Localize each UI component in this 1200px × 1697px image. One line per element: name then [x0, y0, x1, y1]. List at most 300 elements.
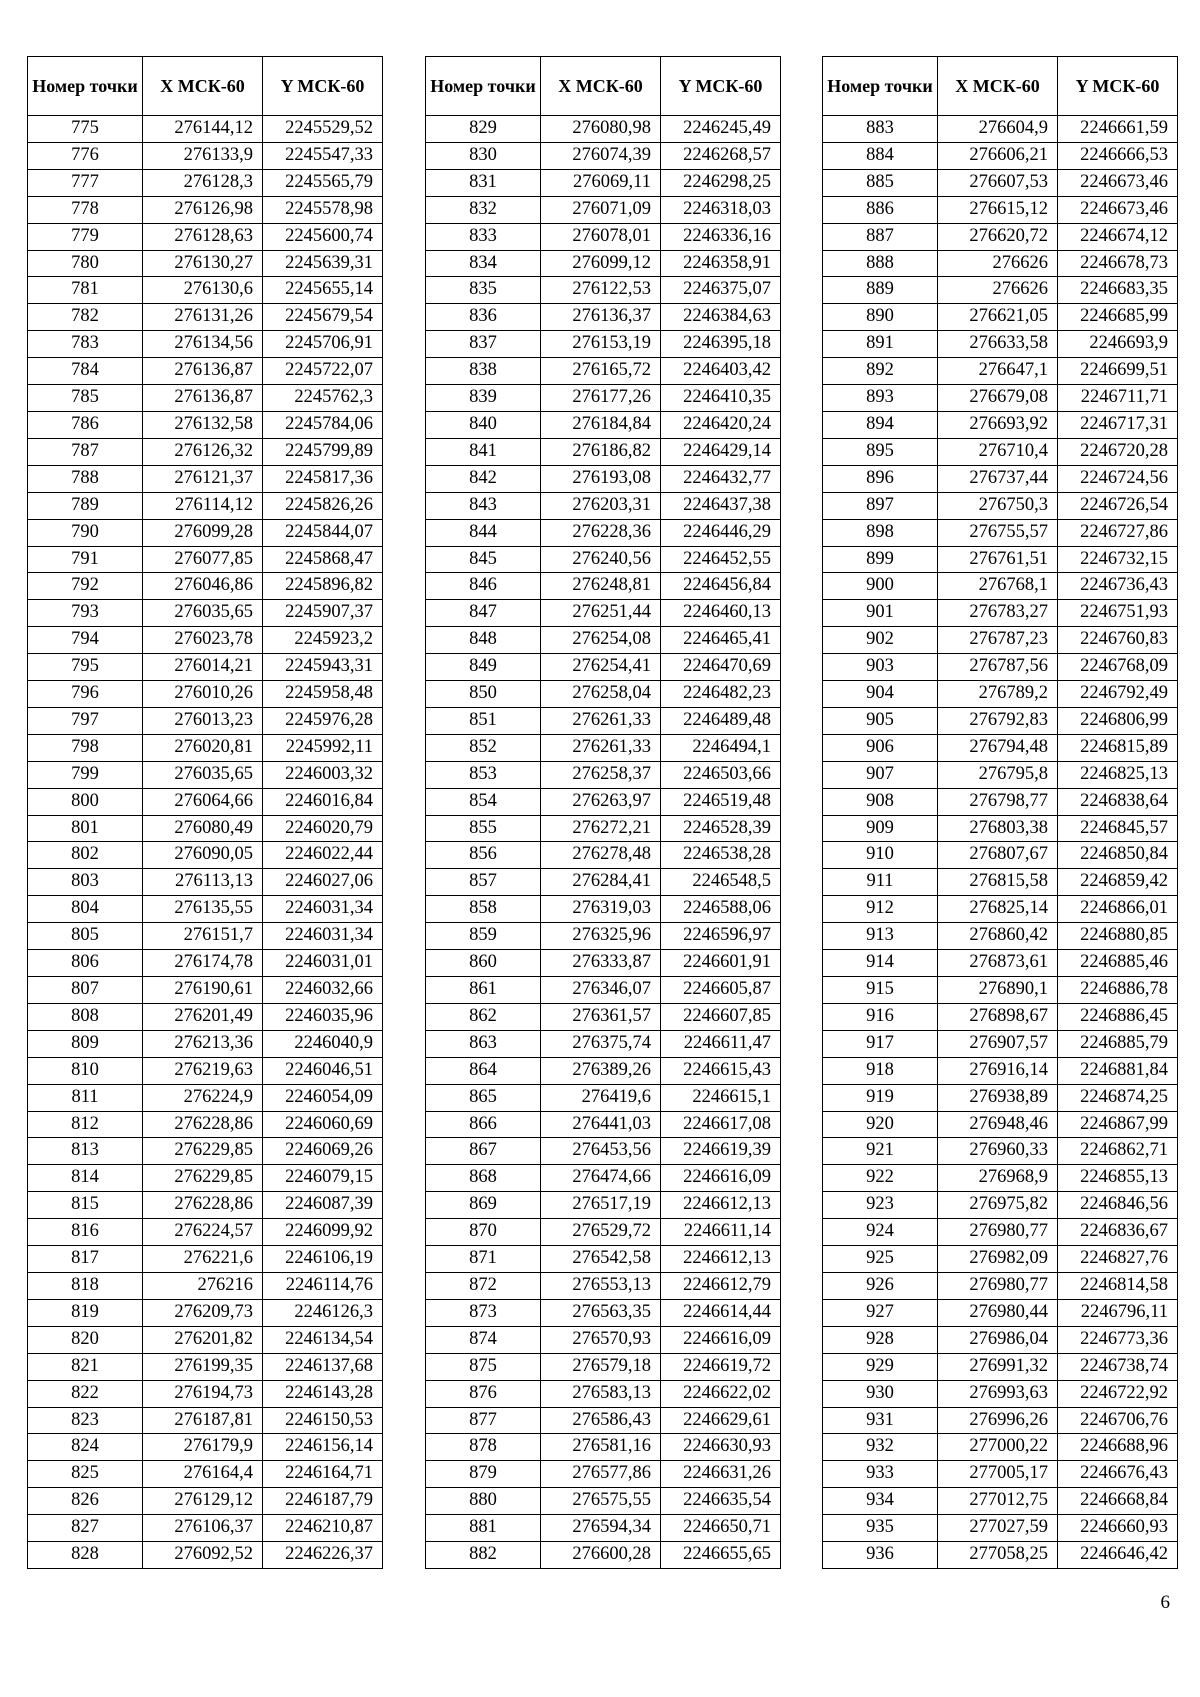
cell-point-number: 854: [426, 788, 541, 815]
cell-point-number: 799: [28, 761, 143, 788]
cell-point-number: 787: [28, 438, 143, 465]
cell-y-coordinate: 2246150,53: [263, 1407, 383, 1434]
cell-point-number: 882: [426, 1542, 541, 1569]
cell-x-coordinate: 276228,36: [541, 519, 661, 546]
cell-x-coordinate: 276248,81: [541, 573, 661, 600]
cell-x-coordinate: 276216: [143, 1272, 263, 1299]
cell-point-number: 873: [426, 1299, 541, 1326]
cell-x-coordinate: 276080,98: [541, 116, 661, 143]
cell-x-coordinate: 276577,86: [541, 1461, 661, 1488]
cell-x-coordinate: 276419,6: [541, 1084, 661, 1111]
cell-y-coordinate: 2246676,43: [1058, 1461, 1178, 1488]
cell-y-coordinate: 2246650,71: [661, 1515, 781, 1542]
cell-x-coordinate: 276594,34: [541, 1515, 661, 1542]
table-row: [823, 358, 1178, 385]
cell-y-coordinate: 2246792,49: [1058, 681, 1178, 708]
cell-point-number: 838: [426, 358, 541, 385]
cell-x-coordinate: 276164,4: [143, 1461, 263, 1488]
cell-point-number: 840: [426, 411, 541, 438]
cell-x-coordinate: 276679,08: [938, 385, 1058, 412]
cell-y-coordinate: 2246607,85: [661, 1003, 781, 1030]
cell-point-number: 810: [28, 1057, 143, 1084]
cell-x-coordinate: 276563,35: [541, 1299, 661, 1326]
cell-x-coordinate: 276229,85: [143, 1165, 263, 1192]
cell-y-coordinate: 2246245,49: [661, 116, 781, 143]
table-header-row: [823, 57, 1178, 116]
table-row: [823, 1246, 1178, 1273]
table-row: [823, 1165, 1178, 1192]
cell-x-coordinate: 276991,32: [938, 1353, 1058, 1380]
table-row: [823, 1003, 1178, 1030]
cell-x-coordinate: 277027,59: [938, 1515, 1058, 1542]
cell-y-coordinate: 2246615,1: [661, 1084, 781, 1111]
cell-x-coordinate: 276606,21: [938, 142, 1058, 169]
cell-x-coordinate: 276201,49: [143, 1003, 263, 1030]
cell-y-coordinate: 2246617,08: [661, 1111, 781, 1138]
cell-y-coordinate: 2246622,02: [661, 1380, 781, 1407]
cell-y-coordinate: 2246815,89: [1058, 734, 1178, 761]
table-row: [426, 250, 781, 277]
cell-x-coordinate: 276825,14: [938, 896, 1058, 923]
table-row: [823, 1407, 1178, 1434]
cell-x-coordinate: 276798,77: [938, 788, 1058, 815]
cell-y-coordinate: 2246615,43: [661, 1057, 781, 1084]
cell-point-number: 815: [28, 1192, 143, 1219]
cell-point-number: 876: [426, 1380, 541, 1407]
cell-y-coordinate: 2246855,13: [1058, 1165, 1178, 1192]
cell-x-coordinate: 276186,82: [541, 438, 661, 465]
cell-point-number: 889: [823, 277, 938, 304]
cell-point-number: 849: [426, 654, 541, 681]
cell-point-number: 777: [28, 169, 143, 196]
cell-x-coordinate: 276980,44: [938, 1299, 1058, 1326]
cell-x-coordinate: 276077,85: [143, 546, 263, 573]
cell-y-coordinate: 2246806,99: [1058, 707, 1178, 734]
coordinates-table-3: [822, 56, 1178, 1569]
cell-y-coordinate: 2246838,64: [1058, 788, 1178, 815]
cell-point-number: 802: [28, 842, 143, 869]
table-row: [28, 411, 383, 438]
cell-x-coordinate: 276122,53: [541, 277, 661, 304]
cell-y-coordinate: 2246452,55: [661, 546, 781, 573]
cell-point-number: 869: [426, 1192, 541, 1219]
cell-point-number: 812: [28, 1111, 143, 1138]
cell-y-coordinate: 2246528,39: [661, 815, 781, 842]
cell-y-coordinate: 2246187,79: [263, 1488, 383, 1515]
cell-x-coordinate: 276916,14: [938, 1057, 1058, 1084]
cell-y-coordinate: 2246655,65: [661, 1542, 781, 1569]
cell-point-number: 801: [28, 815, 143, 842]
table-row: [823, 950, 1178, 977]
table-row: [426, 1488, 781, 1515]
table-row: [28, 1434, 383, 1461]
cell-y-coordinate: 2246751,93: [1058, 600, 1178, 627]
cell-x-coordinate: 276263,97: [541, 788, 661, 815]
table-row: [823, 1461, 1178, 1488]
table-row: [28, 1380, 383, 1407]
cell-point-number: 776: [28, 142, 143, 169]
cell-x-coordinate: 276768,1: [938, 573, 1058, 600]
cell-x-coordinate: 276581,16: [541, 1434, 661, 1461]
cell-point-number: 788: [28, 465, 143, 492]
table-row: [426, 438, 781, 465]
cell-y-coordinate: 2246420,24: [661, 411, 781, 438]
cell-point-number: 932: [823, 1434, 938, 1461]
cell-x-coordinate: 276783,27: [938, 600, 1058, 627]
cell-x-coordinate: 276193,08: [541, 465, 661, 492]
cell-point-number: 858: [426, 896, 541, 923]
cell-x-coordinate: 277012,75: [938, 1488, 1058, 1515]
cell-point-number: 793: [28, 600, 143, 627]
cell-point-number: 857: [426, 869, 541, 896]
cell-y-coordinate: 2245976,28: [263, 707, 383, 734]
table-row: [823, 196, 1178, 223]
cell-point-number: 847: [426, 600, 541, 627]
cell-y-coordinate: 2246503,66: [661, 761, 781, 788]
cell-y-coordinate: 2246673,46: [1058, 169, 1178, 196]
cell-point-number: 897: [823, 492, 938, 519]
cell-point-number: 835: [426, 277, 541, 304]
cell-x-coordinate: 276020,81: [143, 734, 263, 761]
cell-y-coordinate: 2246814,58: [1058, 1272, 1178, 1299]
cell-y-coordinate: 2245762,3: [263, 385, 383, 412]
cell-x-coordinate: 276586,43: [541, 1407, 661, 1434]
cell-y-coordinate: 2246874,25: [1058, 1084, 1178, 1111]
cell-x-coordinate: 277000,22: [938, 1434, 1058, 1461]
cell-x-coordinate: 276136,37: [541, 304, 661, 331]
cell-y-coordinate: 2245958,48: [263, 681, 383, 708]
cell-point-number: 829: [426, 116, 541, 143]
table-row: [823, 1084, 1178, 1111]
cell-x-coordinate: 276517,19: [541, 1192, 661, 1219]
table-row: [823, 600, 1178, 627]
cell-y-coordinate: 2246660,93: [1058, 1515, 1178, 1542]
cell-point-number: 786: [28, 411, 143, 438]
cell-y-coordinate: 2246683,35: [1058, 277, 1178, 304]
table-row: [28, 654, 383, 681]
cell-point-number: 881: [426, 1515, 541, 1542]
cell-point-number: 900: [823, 573, 938, 600]
cell-point-number: 931: [823, 1407, 938, 1434]
table-row: [28, 1192, 383, 1219]
cell-point-number: 798: [28, 734, 143, 761]
cell-x-coordinate: 277058,25: [938, 1542, 1058, 1569]
cell-y-coordinate: 2246738,74: [1058, 1353, 1178, 1380]
cell-x-coordinate: 276993,63: [938, 1380, 1058, 1407]
table-row: [28, 627, 383, 654]
table-row: [28, 331, 383, 358]
cell-point-number: 928: [823, 1326, 938, 1353]
table-row: [426, 896, 781, 923]
cell-y-coordinate: 2245907,37: [263, 600, 383, 627]
cell-point-number: 888: [823, 250, 938, 277]
table-row: [426, 1003, 781, 1030]
cell-y-coordinate: 2246862,71: [1058, 1138, 1178, 1165]
cell-x-coordinate: 276575,55: [541, 1488, 661, 1515]
cell-y-coordinate: 2246612,13: [661, 1192, 781, 1219]
table-row: [28, 1299, 383, 1326]
cell-x-coordinate: 276860,42: [938, 923, 1058, 950]
cell-y-coordinate: 2246538,28: [661, 842, 781, 869]
cell-point-number: 842: [426, 465, 541, 492]
cell-x-coordinate: 276010,26: [143, 681, 263, 708]
cell-y-coordinate: 2245799,89: [263, 438, 383, 465]
cell-x-coordinate: 276389,26: [541, 1057, 661, 1084]
table-row: [28, 1219, 383, 1246]
cell-x-coordinate: 276174,78: [143, 950, 263, 977]
table-row: [823, 869, 1178, 896]
table-row: [426, 788, 781, 815]
cell-point-number: 899: [823, 546, 938, 573]
cell-x-coordinate: 276604,9: [938, 116, 1058, 143]
cell-y-coordinate: 2246482,23: [661, 681, 781, 708]
cell-point-number: 886: [823, 196, 938, 223]
cell-x-coordinate: 276153,19: [541, 331, 661, 358]
table-row: [823, 654, 1178, 681]
cell-y-coordinate: 2246726,54: [1058, 492, 1178, 519]
cell-y-coordinate: 2246210,87: [263, 1515, 383, 1542]
table-row: [28, 1488, 383, 1515]
cell-point-number: 779: [28, 223, 143, 250]
cell-point-number: 871: [426, 1246, 541, 1273]
cell-y-coordinate: 2246432,77: [661, 465, 781, 492]
cell-point-number: 874: [426, 1326, 541, 1353]
cell-point-number: 828: [28, 1542, 143, 1569]
cell-y-coordinate: 2246685,99: [1058, 304, 1178, 331]
cell-y-coordinate: 2246016,84: [263, 788, 383, 815]
table-row: [28, 923, 383, 950]
table-row: [28, 465, 383, 492]
table-row: [823, 573, 1178, 600]
cell-y-coordinate: 2246519,48: [661, 788, 781, 815]
table-row: [28, 1084, 383, 1111]
cell-x-coordinate: 276144,12: [143, 116, 263, 143]
cell-point-number: 834: [426, 250, 541, 277]
cell-y-coordinate: 2246060,69: [263, 1111, 383, 1138]
cell-y-coordinate: 2246268,57: [661, 142, 781, 169]
table-row: [28, 250, 383, 277]
table-row: [823, 492, 1178, 519]
table-row: [426, 1407, 781, 1434]
cell-point-number: 915: [823, 977, 938, 1004]
cell-point-number: 930: [823, 1380, 938, 1407]
cell-y-coordinate: 2246020,79: [263, 815, 383, 842]
cell-y-coordinate: 2245706,91: [263, 331, 383, 358]
table-row: [28, 1542, 383, 1569]
cell-point-number: 831: [426, 169, 541, 196]
cell-y-coordinate: 2246688,96: [1058, 1434, 1178, 1461]
table-row: [823, 1272, 1178, 1299]
table-row: [426, 546, 781, 573]
table-row: [823, 519, 1178, 546]
header-point-number: Номер точки: [823, 57, 938, 116]
cell-x-coordinate: 276254,08: [541, 627, 661, 654]
cell-y-coordinate: 2246612,79: [661, 1272, 781, 1299]
cell-y-coordinate: 2246867,99: [1058, 1111, 1178, 1138]
cell-x-coordinate: 276750,3: [938, 492, 1058, 519]
cell-point-number: 789: [28, 492, 143, 519]
cell-point-number: 821: [28, 1353, 143, 1380]
table-row: [426, 411, 781, 438]
table-row: [28, 815, 383, 842]
cell-y-coordinate: 2246611,14: [661, 1219, 781, 1246]
cell-point-number: 792: [28, 573, 143, 600]
cell-x-coordinate: 276787,23: [938, 627, 1058, 654]
cell-point-number: 778: [28, 196, 143, 223]
cell-x-coordinate: 276240,56: [541, 546, 661, 573]
cell-y-coordinate: 2246885,79: [1058, 1030, 1178, 1057]
cell-y-coordinate: 2246079,15: [263, 1165, 383, 1192]
cell-point-number: 877: [426, 1407, 541, 1434]
cell-y-coordinate: 2246629,61: [661, 1407, 781, 1434]
cell-y-coordinate: 2246027,06: [263, 869, 383, 896]
cell-point-number: 824: [28, 1434, 143, 1461]
cell-point-number: 855: [426, 815, 541, 842]
table-row: [28, 707, 383, 734]
table-row: [823, 627, 1178, 654]
cell-y-coordinate: 2246403,42: [661, 358, 781, 385]
cell-y-coordinate: 2246040,9: [263, 1030, 383, 1057]
cell-y-coordinate: 2246003,32: [263, 761, 383, 788]
cell-x-coordinate: 276201,82: [143, 1326, 263, 1353]
table-row: [28, 734, 383, 761]
cell-x-coordinate: 276615,12: [938, 196, 1058, 223]
table-row: [28, 1515, 383, 1542]
cell-y-coordinate: 2246773,36: [1058, 1326, 1178, 1353]
cell-y-coordinate: 2246465,41: [661, 627, 781, 654]
table-row: [28, 116, 383, 143]
cell-point-number: 826: [28, 1488, 143, 1515]
cell-x-coordinate: 276542,58: [541, 1246, 661, 1273]
cell-x-coordinate: 276190,61: [143, 977, 263, 1004]
cell-x-coordinate: 276069,11: [541, 169, 661, 196]
table-row: [426, 519, 781, 546]
cell-x-coordinate: 276221,6: [143, 1246, 263, 1273]
cell-point-number: 917: [823, 1030, 938, 1057]
cell-point-number: 796: [28, 681, 143, 708]
table-row: [28, 196, 383, 223]
cell-x-coordinate: 276272,21: [541, 815, 661, 842]
cell-x-coordinate: 276761,51: [938, 546, 1058, 573]
coordinates-table-2: [425, 56, 781, 1569]
cell-x-coordinate: 276254,41: [541, 654, 661, 681]
cell-point-number: 911: [823, 869, 938, 896]
cell-y-coordinate: 2245722,07: [263, 358, 383, 385]
table-row: [823, 707, 1178, 734]
cell-point-number: 837: [426, 331, 541, 358]
table-header-row: [426, 57, 781, 116]
cell-x-coordinate: 276890,1: [938, 977, 1058, 1004]
cell-y-coordinate: 2245923,2: [263, 627, 383, 654]
table-row: [426, 1057, 781, 1084]
cell-y-coordinate: 2246601,91: [661, 950, 781, 977]
table-row: [823, 842, 1178, 869]
cell-point-number: 909: [823, 815, 938, 842]
header-y-coordinate: Y МСК-60: [661, 57, 781, 116]
cell-point-number: 925: [823, 1246, 938, 1273]
table-row: [28, 788, 383, 815]
cell-y-coordinate: 2245844,07: [263, 519, 383, 546]
cell-y-coordinate: 2246612,13: [661, 1246, 781, 1273]
cell-x-coordinate: 276228,86: [143, 1192, 263, 1219]
cell-y-coordinate: 2246885,46: [1058, 950, 1178, 977]
table-row: [823, 1219, 1178, 1246]
table-row: [426, 734, 781, 761]
cell-point-number: 822: [28, 1380, 143, 1407]
table-row: [28, 223, 383, 250]
cell-point-number: 784: [28, 358, 143, 385]
cell-point-number: 804: [28, 896, 143, 923]
cell-point-number: 914: [823, 950, 938, 977]
cell-x-coordinate: 276165,72: [541, 358, 661, 385]
header-y-coordinate: Y МСК-60: [1058, 57, 1178, 116]
table-row: [426, 1165, 781, 1192]
cell-x-coordinate: 276261,33: [541, 707, 661, 734]
cell-x-coordinate: 276023,78: [143, 627, 263, 654]
cell-point-number: 790: [28, 519, 143, 546]
table-row: [823, 1488, 1178, 1515]
table-row: [426, 977, 781, 1004]
cell-y-coordinate: 2246031,34: [263, 896, 383, 923]
cell-point-number: 781: [28, 277, 143, 304]
cell-x-coordinate: 276693,92: [938, 411, 1058, 438]
header-x-coordinate: X МСК-60: [541, 57, 661, 116]
cell-x-coordinate: 276633,58: [938, 331, 1058, 358]
cell-x-coordinate: 276975,82: [938, 1192, 1058, 1219]
table-row: [426, 331, 781, 358]
table-row: [426, 573, 781, 600]
cell-x-coordinate: 276453,56: [541, 1138, 661, 1165]
table-row: [823, 1138, 1178, 1165]
cell-x-coordinate: 276080,49: [143, 815, 263, 842]
table-row: [28, 761, 383, 788]
table-row: [823, 1299, 1178, 1326]
cell-x-coordinate: 276980,77: [938, 1219, 1058, 1246]
cell-point-number: 922: [823, 1165, 938, 1192]
cell-point-number: 933: [823, 1461, 938, 1488]
cell-y-coordinate: 2246410,35: [661, 385, 781, 412]
table-row: [28, 1246, 383, 1273]
cell-point-number: 816: [28, 1219, 143, 1246]
cell-x-coordinate: 276579,18: [541, 1353, 661, 1380]
cell-y-coordinate: 2246032,66: [263, 977, 383, 1004]
cell-y-coordinate: 2246850,84: [1058, 842, 1178, 869]
table-row: [28, 546, 383, 573]
cell-y-coordinate: 2246678,73: [1058, 250, 1178, 277]
table-row: [823, 681, 1178, 708]
cell-x-coordinate: 276229,85: [143, 1138, 263, 1165]
cell-point-number: 820: [28, 1326, 143, 1353]
table-row: [28, 1138, 383, 1165]
cell-y-coordinate: 2245655,14: [263, 277, 383, 304]
cell-point-number: 800: [28, 788, 143, 815]
table-row: [426, 196, 781, 223]
table-row: [426, 923, 781, 950]
table-header-row: [28, 57, 383, 116]
cell-point-number: 896: [823, 465, 938, 492]
cell-x-coordinate: 276071,09: [541, 196, 661, 223]
cell-x-coordinate: 276794,48: [938, 734, 1058, 761]
cell-point-number: 846: [426, 573, 541, 600]
cell-x-coordinate: 276224,9: [143, 1084, 263, 1111]
cell-y-coordinate: 2246674,12: [1058, 223, 1178, 250]
cell-x-coordinate: 276807,67: [938, 842, 1058, 869]
cell-point-number: 901: [823, 600, 938, 627]
cell-y-coordinate: 2246827,76: [1058, 1246, 1178, 1273]
cell-point-number: 860: [426, 950, 541, 977]
cell-x-coordinate: 276261,33: [541, 734, 661, 761]
cell-x-coordinate: 276375,74: [541, 1030, 661, 1057]
